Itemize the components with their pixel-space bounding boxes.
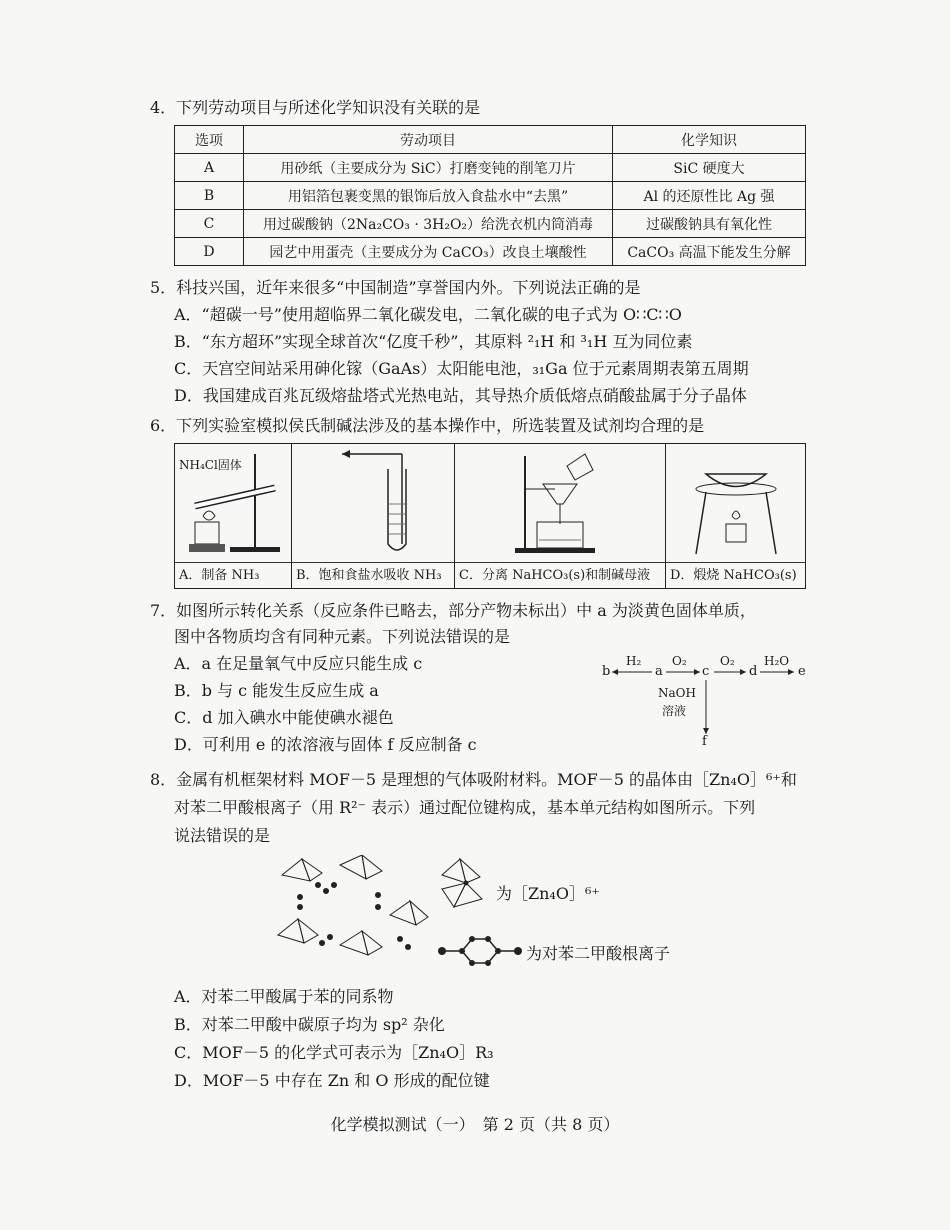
caption-d: D．煅烧 NaHCO₃(s) bbox=[670, 568, 797, 583]
question-7-stem-line2: 图中各物质均含有同种元素。下列说法错误的是 bbox=[174, 627, 511, 646]
table-cell: 用砂纸（主要成分为 SiC）打磨变钝的削笔刀片 bbox=[244, 154, 613, 182]
option-b: B．b 与 c 能发生反应生成 a bbox=[174, 681, 379, 700]
question-8-stem-line2: 对苯二甲酸根离子（用 R²⁻ 表示）通过配位键构成，基本单元结构如图所示。下列 bbox=[174, 798, 756, 817]
apparatus-c-cell bbox=[455, 444, 666, 589]
option-a: A．对苯二甲酸属于苯的同系物 bbox=[174, 987, 394, 1006]
reagent-h2o: H₂O bbox=[764, 654, 790, 668]
question-4 bbox=[150, 95, 810, 266]
table-cell: 用铝箔包裹变黑的银饰后放入食盐水中“去黑” bbox=[244, 182, 613, 210]
question-4-table bbox=[174, 125, 806, 266]
table-row bbox=[175, 238, 806, 266]
species-d: d bbox=[749, 664, 758, 679]
question-8-options bbox=[150, 983, 810, 1095]
species-b: b bbox=[602, 664, 611, 679]
table-cell: B bbox=[175, 182, 244, 210]
apparatus-a-cell bbox=[175, 444, 292, 589]
header-labor-project: 劳动项目 bbox=[244, 126, 613, 154]
question-4-stem: 4．下列劳动项目与所述化学知识没有关联的是 bbox=[150, 98, 481, 117]
table-row bbox=[175, 210, 806, 238]
question-6 bbox=[150, 413, 810, 589]
option-a: A．“超碳一号”使用超临界二氧化碳发电，二氧化碳的电子式为 O∷C∷O bbox=[174, 305, 682, 324]
header-option: 选项 bbox=[175, 126, 244, 154]
conversion-diagram bbox=[600, 652, 810, 752]
apparatus-c-drawing bbox=[455, 444, 665, 563]
table-cell: 过碳酸钠具有氧化性 bbox=[613, 210, 806, 238]
species-e: e bbox=[798, 664, 806, 679]
table-cell: 园艺中用蛋壳（主要成分为 CaCO₃）改良土壤酸性 bbox=[244, 238, 613, 266]
caption-b: B．饱和食盐水吸收 NH₃ bbox=[296, 568, 442, 583]
question-5 bbox=[150, 275, 810, 409]
option-c: C．d 加入碘水中能使碘水褪色 bbox=[174, 708, 394, 727]
apparatus-a-drawing bbox=[175, 444, 291, 563]
mof5-structure-figure bbox=[270, 855, 720, 980]
apparatus-b-cell bbox=[292, 444, 455, 589]
filter-funnel-icon bbox=[455, 444, 665, 562]
legend-zn4o: 为［Zn₄O］⁶⁺ bbox=[496, 884, 600, 903]
species-a: a bbox=[655, 664, 663, 679]
option-b: B．“东方超环”实现全球首次“亿度千秒”，其原料 ²₁H 和 ³₁H 互为同位素 bbox=[174, 332, 693, 351]
table-cell: Al 的还原性比 Ag 强 bbox=[613, 182, 806, 210]
reagent-h2: H₂ bbox=[626, 654, 642, 668]
species-f: f bbox=[702, 734, 707, 749]
option-a: A．a 在足量氧气中反应只能生成 c bbox=[174, 654, 423, 673]
option-d: D．MOF－5 中存在 Zn 和 O 形成的配位键 bbox=[174, 1071, 490, 1090]
reagent-naoh: NaOH bbox=[658, 686, 696, 700]
option-c: C．天宫空间站采用砷化镓（GaAs）太阳能电池，₃₁Ga 位于元素周期表第五周期 bbox=[174, 359, 749, 378]
question-6-apparatus-table bbox=[174, 443, 806, 589]
reagent-solution: 溶液 bbox=[662, 704, 687, 718]
table-header-row bbox=[175, 126, 806, 154]
question-8-stem-line3: 说法错误的是 bbox=[174, 826, 271, 845]
apparatus-d-drawing bbox=[666, 444, 805, 563]
species-c: c bbox=[702, 664, 710, 679]
caption-a: A．制备 NH₃ bbox=[179, 568, 260, 583]
question-8-stem-line1: 8．金属有机框架材料 MOF－5 是理想的气体吸附材料。MOF－5 的晶体由［Zn₄O］⁶⁺和 bbox=[150, 770, 797, 789]
page-footer: 化学模拟测试（一） 第 2 页（共 8 页） bbox=[330, 1115, 620, 1134]
header-chem-knowledge: 化学知识 bbox=[613, 126, 806, 154]
heating-tube-icon bbox=[175, 444, 291, 562]
reagent-o2-second: O₂ bbox=[720, 654, 735, 668]
table-row bbox=[175, 154, 806, 182]
option-d: D．我国建成百兆瓦级熔盐塔式光热电站，其导热介质低熔点硝酸盐属于分子晶体 bbox=[174, 386, 747, 405]
reagent-o2-first: O₂ bbox=[672, 654, 687, 668]
nh4cl-label: NH₄Cl固体 bbox=[179, 458, 242, 472]
test-tube-icon bbox=[292, 444, 454, 562]
table-cell: D bbox=[175, 238, 244, 266]
apparatus-d-cell bbox=[666, 444, 806, 589]
table-cell: CaCO₃ 高温下能发生分解 bbox=[613, 238, 806, 266]
table-cell: C bbox=[175, 210, 244, 238]
table-cell: SiC 硬度大 bbox=[613, 154, 806, 182]
option-d: D．可利用 e 的浓溶液与固体 f 反应制备 c bbox=[174, 735, 477, 754]
table-cell: A bbox=[175, 154, 244, 182]
table-cell: 用过碳酸钠（2Na₂CO₃ · 3H₂O₂）给洗衣机内筒消毒 bbox=[244, 210, 613, 238]
option-c: C．MOF－5 的化学式可表示为［Zn₄O］R₃ bbox=[174, 1043, 494, 1062]
legend-terephthalate: 为对苯二甲酸根离子 bbox=[526, 944, 671, 963]
table-row bbox=[175, 182, 806, 210]
caption-c: C．分离 NaHCO₃(s)和制碱母液 bbox=[459, 568, 651, 583]
question-7-stem-line1: 7．如图所示转化关系（反应条件已略去，部分产物未标出）中 a 为淡黄色固体单质， bbox=[150, 601, 756, 620]
question-5-stem: 5．科技兴国，近年来很多“中国制造”享誉国内外。下列说法正确的是 bbox=[150, 278, 641, 297]
evaporating-dish-icon bbox=[666, 444, 806, 562]
question-6-stem: 6．下列实验室模拟侯氏制碱法涉及的基本操作中，所选装置及试剂均合理的是 bbox=[150, 416, 705, 435]
option-b: B．对苯二甲酸中碳原子均为 sp² 杂化 bbox=[174, 1015, 445, 1034]
question-8 bbox=[150, 766, 810, 850]
apparatus-b-drawing bbox=[292, 444, 454, 563]
